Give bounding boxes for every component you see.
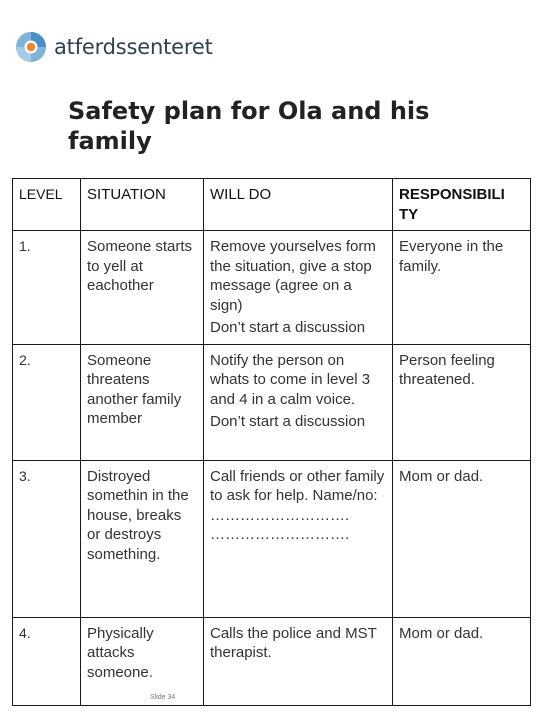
will-do-text: Call friends or other family to ask for help. Name/no:	[210, 467, 385, 504]
will-do-text-2: Don’t start a discussion	[210, 413, 366, 430]
row-responsibility: Mom or dad.	[393, 617, 531, 705]
row-situation: Distroyed somethin in the house, breaks or destroys something.	[81, 460, 204, 617]
row-situation: Someone threatens another family member	[81, 344, 204, 460]
header-level: LEVEL	[13, 179, 81, 231]
will-do-text: Notify the person on whats to come in level 3 and 4 in a calm voice.	[210, 351, 371, 408]
header-will-do: WILL DO	[204, 179, 393, 231]
slide-number: Slide 34	[150, 694, 176, 701]
row-level: 3.	[13, 460, 81, 617]
row-level: 4.	[13, 617, 81, 705]
table-row	[13, 231, 531, 345]
header-situation: SITUATION	[81, 179, 204, 231]
row-responsibility: Everyone in the family.	[393, 231, 531, 345]
will-do-text: Remove yourselves form the situation, give a stop message (agree on a sign)	[210, 238, 376, 314]
table-row	[13, 617, 531, 705]
header-responsibility	[393, 179, 531, 231]
table-header-row	[13, 179, 531, 231]
row-situation: Physically attacks someone.	[81, 617, 204, 705]
row-level: 1.	[13, 231, 81, 345]
row-will-do	[204, 344, 393, 460]
row-will-do: Calls the police and MST therapist.	[204, 617, 393, 705]
header-responsibility-part2: TY	[399, 205, 419, 223]
row-will-do	[204, 460, 393, 617]
table-row	[13, 344, 531, 460]
will-do-text-3: ……………………….	[210, 526, 350, 543]
row-responsibility: Person feeling threatened.	[393, 344, 531, 460]
row-will-do	[204, 231, 393, 345]
safety-plan-table	[12, 178, 531, 706]
table-row	[13, 460, 531, 617]
row-situation: Someone starts to yell at eachother	[81, 231, 204, 345]
will-do-text-2: Don’t start a discussion	[210, 319, 366, 336]
logo	[14, 30, 213, 64]
will-do-text-2: ……………………….	[210, 506, 350, 524]
logo-text: atferdssenteret	[54, 35, 213, 59]
row-responsibility: Mom or dad.	[393, 460, 531, 617]
page-title: Safety plan for Ola and his family	[68, 97, 430, 155]
atferdssenteret-logo-icon	[14, 30, 48, 64]
header-responsibility-part1: RESPONSIBILI	[399, 186, 505, 203]
row-level: 2.	[13, 344, 81, 460]
